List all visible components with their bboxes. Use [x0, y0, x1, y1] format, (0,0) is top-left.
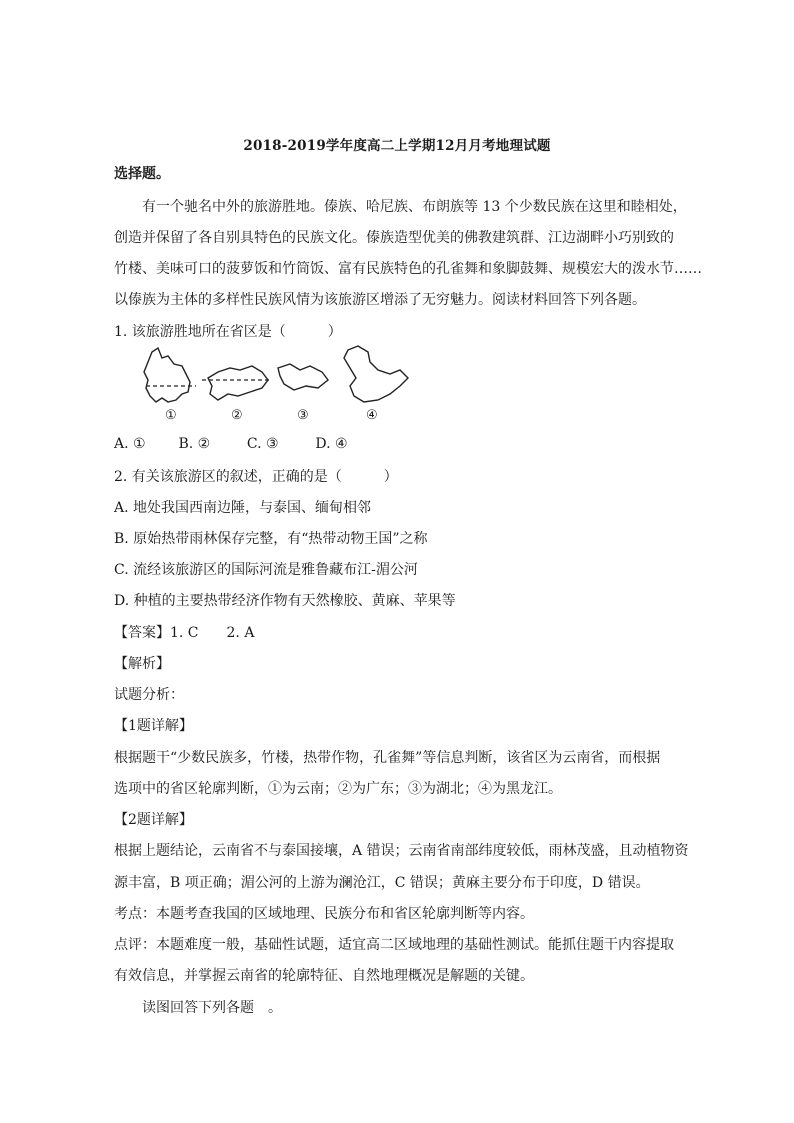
province-outline-maps	[138, 344, 418, 428]
passage-line: 有一个驰名中外的旅游胜地。傣族、哈尼族、布朗族等 13 个少数民族在这里和睦相处，	[142, 199, 687, 215]
page-title: 2018-2019学年度高二上学期12月月考地理试题	[243, 138, 551, 154]
option-c: C. 流经该旅游区的国际河流是雅鲁藏布江-湄公河	[114, 562, 418, 578]
map-label: ①	[165, 408, 177, 423]
question-2-stem: 2. 有关该旅游区的叙述，正确的是（ ）	[114, 469, 398, 485]
detail-1-line: 选项中的省区轮廓判断，①为云南；②为广东；③为湖北；④为黑龙江。	[114, 781, 562, 797]
dianping-line: 点评：本题难度一般，基础性试题，适宜高二区域地理的基础性测试。能抓住题干内容提取	[114, 937, 674, 953]
question-1-options	[114, 436, 348, 452]
detail-2-line: 源丰富，B 项正确；湄公河的上游为澜沧江，C 错误；黄麻主要分布于印度，D 错误。	[114, 875, 650, 891]
map-label: ②	[231, 408, 243, 423]
option-c: C. ③	[246, 436, 279, 452]
province-outline-3	[278, 364, 328, 390]
option-d: D. ④	[315, 436, 348, 452]
province-outline-2	[208, 366, 268, 400]
analysis-intro: 试题分析：	[114, 687, 184, 703]
next-question-prompt: 读图回答下列各题 。	[142, 1000, 282, 1016]
detail-1-line: 根据题干“少数民族多，竹楼，热带作物，孔雀舞”等信息判断，该省区为云南省，而根据	[114, 750, 661, 766]
detail-1-heading: 【1题详解】	[114, 718, 193, 734]
option-d: D. 种植的主要热带经济作物有天然橡胶、黄麻、苹果等	[114, 593, 456, 609]
option-b: B. 原始热带雨林保存完整，有“热带动物王国”之称	[114, 531, 428, 547]
option-b: B. ②	[178, 436, 211, 452]
passage-line: 以傣族为主体的多样性民族风情为该旅游区增添了无穷魅力。阅读材料回答下列各题。	[114, 292, 646, 308]
province-outline-1	[144, 348, 190, 402]
detail-2-heading: 【2题详解】	[114, 812, 193, 828]
detail-2-line: 根据上题结论，云南省不与泰国接壤，A 错误；云南省南部纬度较低，雨林茂盛，且动植物资	[114, 843, 689, 859]
dianping-line: 有效信息，并掌握云南省的轮廓特征、自然地理概况是解题的关键。	[114, 968, 534, 984]
passage-line: 创造并保留了各自别具特色的民族文化。傣族造型优美的佛教建筑群、江边湖畔小巧别致的	[114, 230, 674, 246]
section-heading: 选择题。	[114, 166, 170, 182]
option-a: A. 地处我国西南边陲，与泰国、缅甸相邻	[114, 500, 372, 516]
passage-line: 竹楼、美味可口的菠萝饭和竹筒饭、富有民族特色的孔雀舞和象脚鼓舞、规模宏大的泼水节……	[114, 261, 702, 277]
analysis-heading: 【解析】	[114, 656, 170, 672]
option-a: A. ①	[114, 436, 146, 452]
map-label: ④	[366, 408, 378, 423]
question-1-stem: 1. 该旅游胜地所在省区是（ ）	[114, 324, 342, 340]
kaodian-line: 考点：本题考查我国的区域地理、民族分布和省区轮廓判断等内容。	[114, 906, 534, 922]
answer-line: 【答案】1. C 2. A	[114, 625, 255, 641]
map-label: ③	[297, 408, 309, 423]
province-outline-4	[344, 346, 408, 402]
